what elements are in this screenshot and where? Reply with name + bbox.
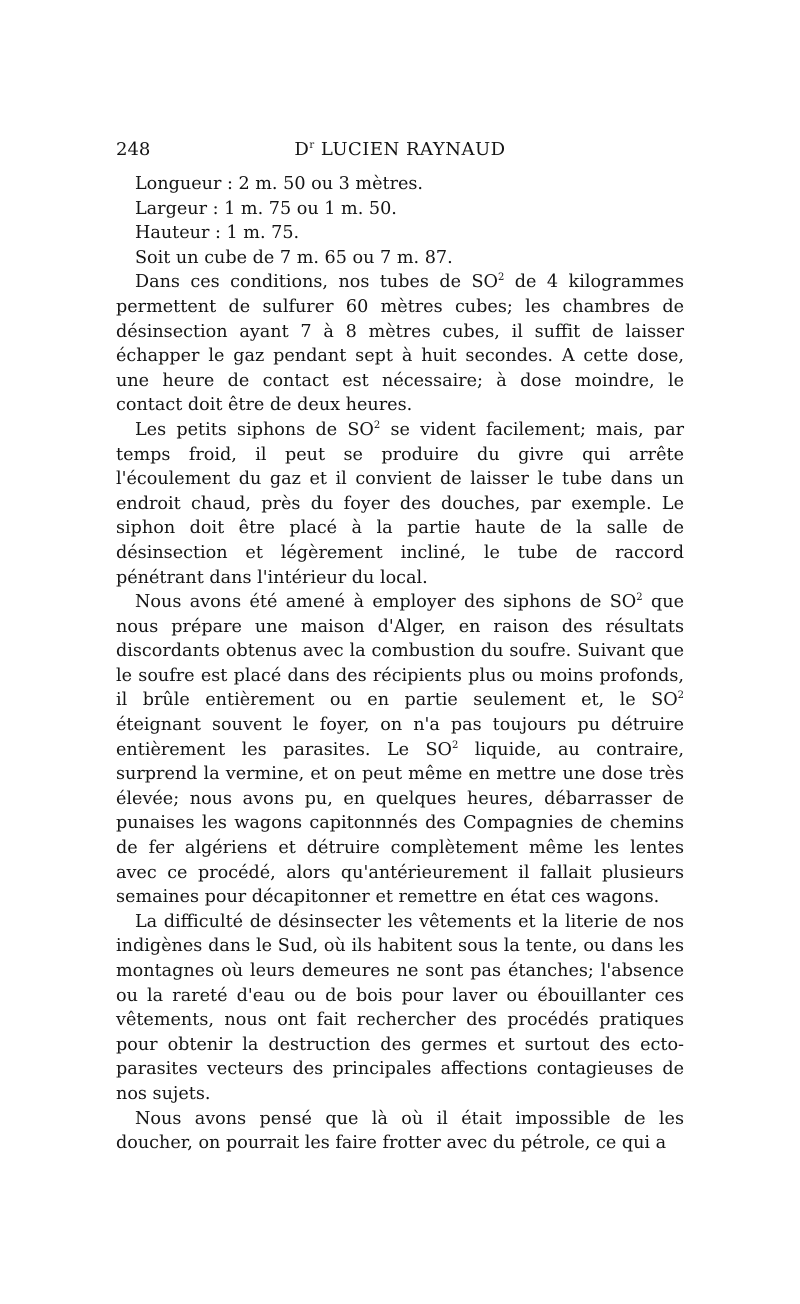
paragraph-siphons: Les petits siphons de $SO^2$ se vident facilement; mais, par temps froid, il peut se produire du givre qui arrête l'écoulement du gaz et il convient de laisser le tube dans un endroit chaud, près du foyer des douches, par exemple. Le siphon doit être placé à la partie haute de la salle de désinsection et légèrement incliné, le tube de raccord pénétrant dans l'intérieur du local.	[116, 419, 684, 588]
paragraph-dosage: Dans ces conditions, nos tubes de $SO^2$ de 4 kilogrammes permettent de sulfurer 60 mètres cubes; les chambres de désinsection ayant 7 à 8 mètres cubes, il suffit de laisser échapper le gaz pendant sept à huit secondes. A cette dose, une heure de contact est nécessaire; à dose moindre, le contact doit être de deux heures.	[116, 272, 685, 416]
measure-line-length: Longueur : 2 m. 50 ou 3 mètres.	[135, 174, 424, 194]
page-body	[116, 172, 684, 1156]
paragraph-indigenous-clothing: La difficulté de désinsecter les vêtements et la literie de nos indigènes dans le Sud, où ils habitent sous la tente, ou dans les montagnes où leurs demeures ne sont pas étanches; l'absence ou la rareté d'eau ou de bois pour laver ou ébouillanter ces vêtements, nous ont fait rechercher des procédés pratiques pour obtenir la destruction des germes et surtout des ecto-parasites vecteurs des principales affections contagieuses de nos sujets.	[116, 911, 684, 1104]
paragraph-algiers-siphons: Nous avons été amené à employer des siphons de $SO^2$ que nous prépare une maison d'Alger, en raison des résultats discordants obtenus avec la combustion du soufre. Suivant que le soufre est placé dans des récipients plus ou moins profonds, il brûle entièrement ou en partie seulement et, le $SO^2$ éteignant souvent le foyer, on n'a pas toujours pu détruire entièrement les parasites. Le $SO^2$ liquide, au contraire, surprend la vermine, et on peut même en mettre une dose très élevée; nous avons pu, en quelques heures, débarrasser de punaises les wagons capitonnnés des Compagnies de chemins de fer algériens et détruire complètement même les lentes avec ce procédé, alors qu'antérieurement il fallait plusieurs semaines pour décapitonner et remettre en état ces wagons.	[116, 592, 684, 908]
measure-line-width: Largeur : 1 m. 75 ou 1 m. 50.	[135, 198, 397, 219]
measure-line-height: Hauteur : 1 m. 75.	[135, 223, 300, 244]
paragraph-petroleum: Nous avons pensé que là où il était impossible de les doucher, on pourrait les faire frotter avec du pétrole, ce qui a	[116, 1108, 684, 1154]
running-header	[116, 138, 684, 162]
measure-line-volume: Soit un cube de 7 m. 65 ou 7 m. 87.	[135, 247, 453, 268]
page-number: 248	[116, 139, 151, 160]
running-title: $D^r$ LUCIEN RAYNAUD	[294, 139, 506, 160]
